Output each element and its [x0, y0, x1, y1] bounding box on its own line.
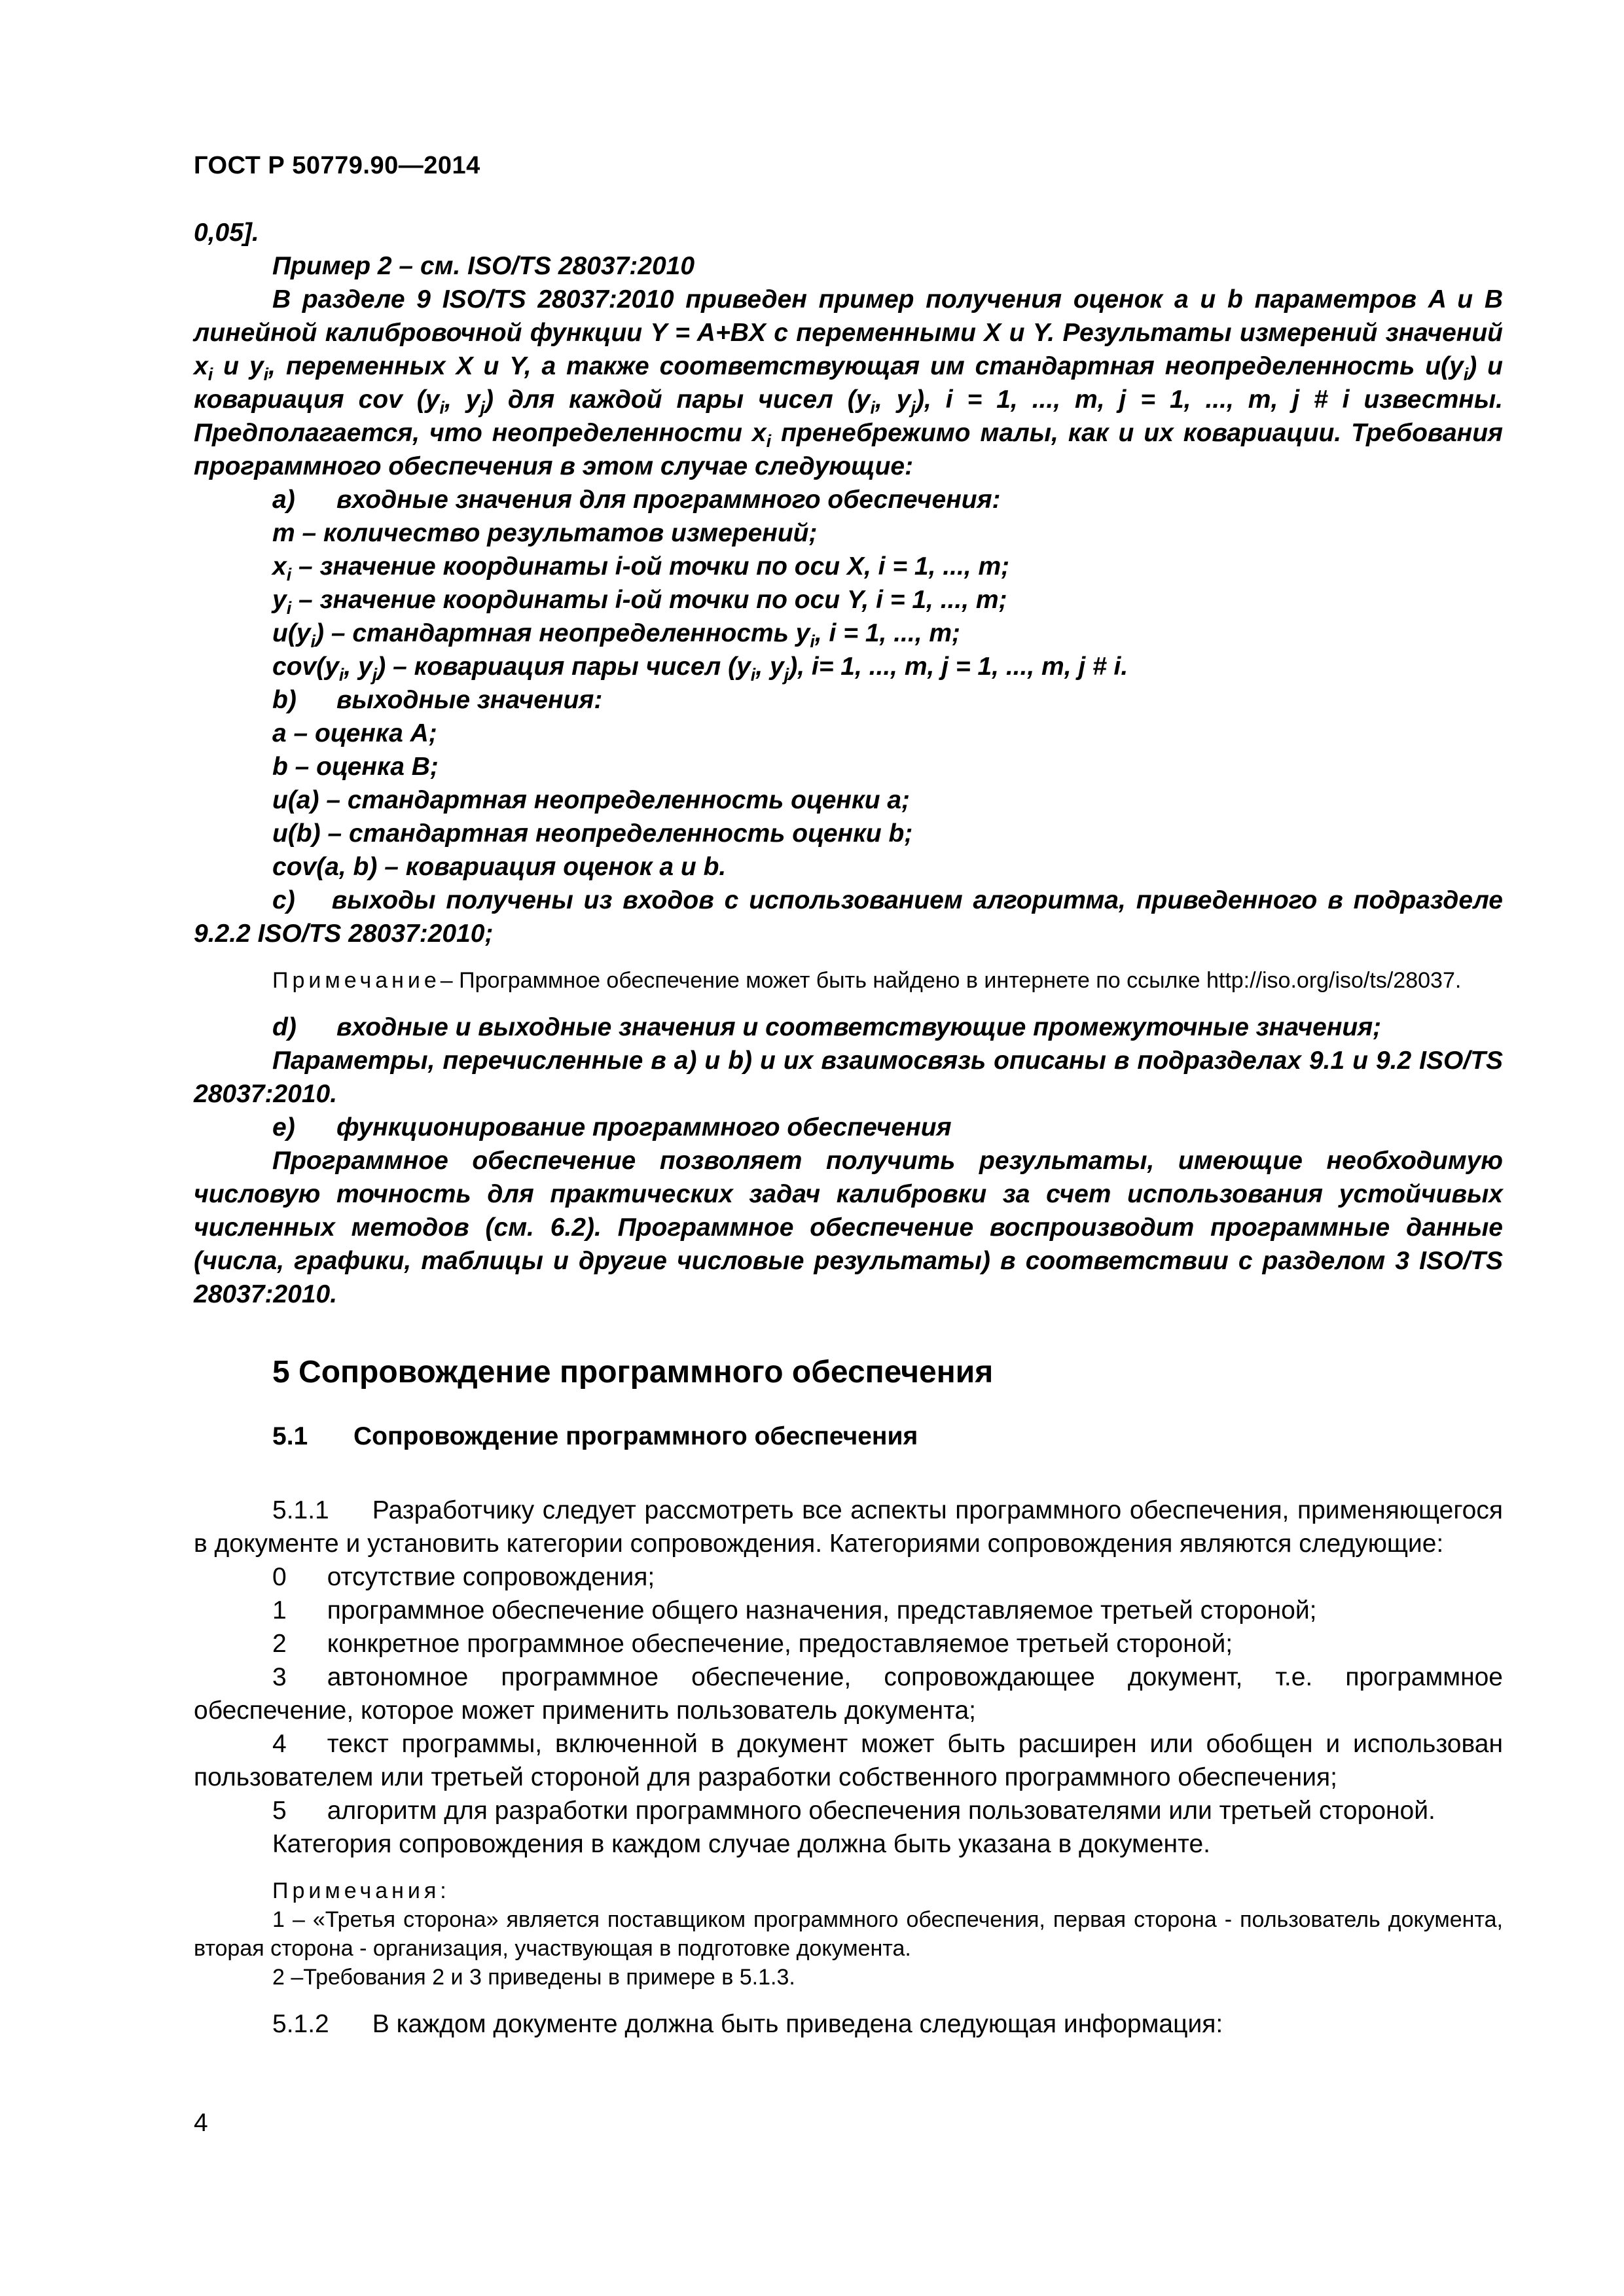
page-content: [194, 216, 1503, 2041]
d-paragraph: Параметры, перечисленные в a) и b) и их взаимосвязь описаны в подразделах 9.1 и 9.2 ISO/TS 28037:2010.: [194, 1047, 1503, 1108]
example-intro: В разделе 9 ISO/TS 28037:2010 приведен пример получения оценок a и b параметров A и B линейной калибровочной функции Y = A+BX с переменными X и Y. Результаты измерений значений $x_i$ и $y_i$, переменных X и Y, а также соответствующая им стандартная неопределенность $u(y_i)$ и ковариация cov ($y_i$, $y_j$) для каждой пары чисел ($y_i$, $y_j$), i = 1, ..., m, j = 1, ..., m, j # i известны. Предполагается, что неопределенности $x_i$ пренебрежимо малы, как и их ковариации. Требования программного обеспечения в этом случае следующие:: [194, 285, 1503, 480]
category-item: 0 отсутствие сопровождения;: [272, 1563, 655, 1591]
notes-label: Примечания:: [272, 1878, 450, 1903]
list-item-a: a) входные значения для программного обеспечения:: [272, 486, 1001, 514]
output-ua: u(a) – стандартная неопределенность оценки a;: [272, 786, 911, 814]
page-number: 4: [194, 2109, 208, 2137]
list-item-e: e) функционирование программного обеспечения: [272, 1113, 952, 1141]
list-item-b: b) выходные значения:: [272, 686, 603, 714]
category-item: 1 программное обеспечение общего назначения, представляемое третьей стороной;: [272, 1596, 1317, 1624]
input-cov: $cov(y_i$, $y_j$) – ковариация пары чисел ($y_i$, $y_j$), i= 1, ..., m, j = 1, ..., m, j # i.: [272, 653, 1128, 685]
paragraph-5-1-1: 5.1.1 Разработчику следует рассмотреть все аспекты программного обеспечения, применяющегося в документе и установить категории сопровождения. Категориями сопровождения являются следующие:: [194, 1496, 1503, 1558]
e-paragraph: Программное обеспечение позволяет получить результаты, имеющие необходимую числовую точность для практических задач калибровки за счет использования устойчивых численных методов (см. 6.2). Программное обеспечение воспроизводит программные данные (числа, графики, таблицы и другие числовые результаты) в соответствии с разделом 3 ISO/TS 28037:2010.: [194, 1147, 1503, 1308]
category-item: 5 алгоритм для разработки программного обеспечения пользователями или третьей стороной.: [272, 1797, 1435, 1825]
category-item: 2 конкретное программное обеспечение, предоставляемое третьей стороной;: [272, 1630, 1233, 1658]
output-cov: cov(a, b) – ковариация оценок a и b.: [272, 853, 727, 881]
subsection-heading: 5.1 Сопровождение программного обеспечения: [272, 1422, 918, 1450]
input-y: $y_i$ – значение координаты i-ой точки по оси Y, i = 1, ..., m;: [272, 586, 1007, 618]
category-item: 3 автономное программное обеспечение, сопровождающее документ, т.е. программное обеспечение, которое может применить пользователь документа;: [194, 1663, 1503, 1725]
input-m: m – количество результатов измерений;: [272, 519, 818, 547]
document-header: ГОСТ Р 50779.90—2014: [194, 152, 480, 179]
category-note: Категория сопровождения в каждом случае должна быть указана в документе.: [272, 1830, 1211, 1858]
input-u: $u(y_i)$ – стандартная неопределенность $y_i$, i = 1, ..., m;: [272, 619, 961, 651]
output-ub: u(b) – стандартная неопределенность оценки b;: [272, 819, 913, 848]
list-item-d: d) входные и выходные значения и соответствующие промежуточные значения;: [272, 1013, 1382, 1041]
category-item: 4 текст программы, включенной в документ может быть расширен или обобщен и использован пользователем или третьей стороной для разработки собственного программного обеспечения;: [194, 1730, 1503, 1791]
note-2: 2 –Требования 2 и 3 приведены в примере в 5.1.3.: [272, 1965, 795, 1990]
section-heading: 5 Сопровождение программного обеспечения: [272, 1355, 994, 1390]
input-x: $x_i$ – значение координаты i-ой точки по оси X, i = 1, ..., m;: [272, 552, 1010, 584]
list-item-c: c) выходы получены из входов с использованием алгоритма, приведенного в подразделе 9.2.2 ISO/TS 28037:2010;: [194, 886, 1503, 948]
continuation-text: 0,05].: [194, 219, 259, 247]
output-a: a – оценка A;: [272, 719, 437, 747]
example-title: Пример 2 – см. ISO/TS 28037:2010: [272, 252, 695, 280]
note-software-link: Примечание– Программное обеспечение может быть найдено в интернете по ссылке http://iso.org/iso/ts/28037.: [272, 968, 1462, 993]
output-b: b – оценка B;: [272, 753, 439, 781]
paragraph-5-1-2: 5.1.2 В каждом документе должна быть приведена следующая информация:: [272, 2010, 1223, 2038]
note-1: 1 – «Третья сторона» является поставщиком программного обеспечения, первая сторона - пользователь документа, вторая сторона - организация, участвующая в подготовке документа.: [194, 1907, 1503, 1961]
category-list: [194, 1560, 1503, 1827]
